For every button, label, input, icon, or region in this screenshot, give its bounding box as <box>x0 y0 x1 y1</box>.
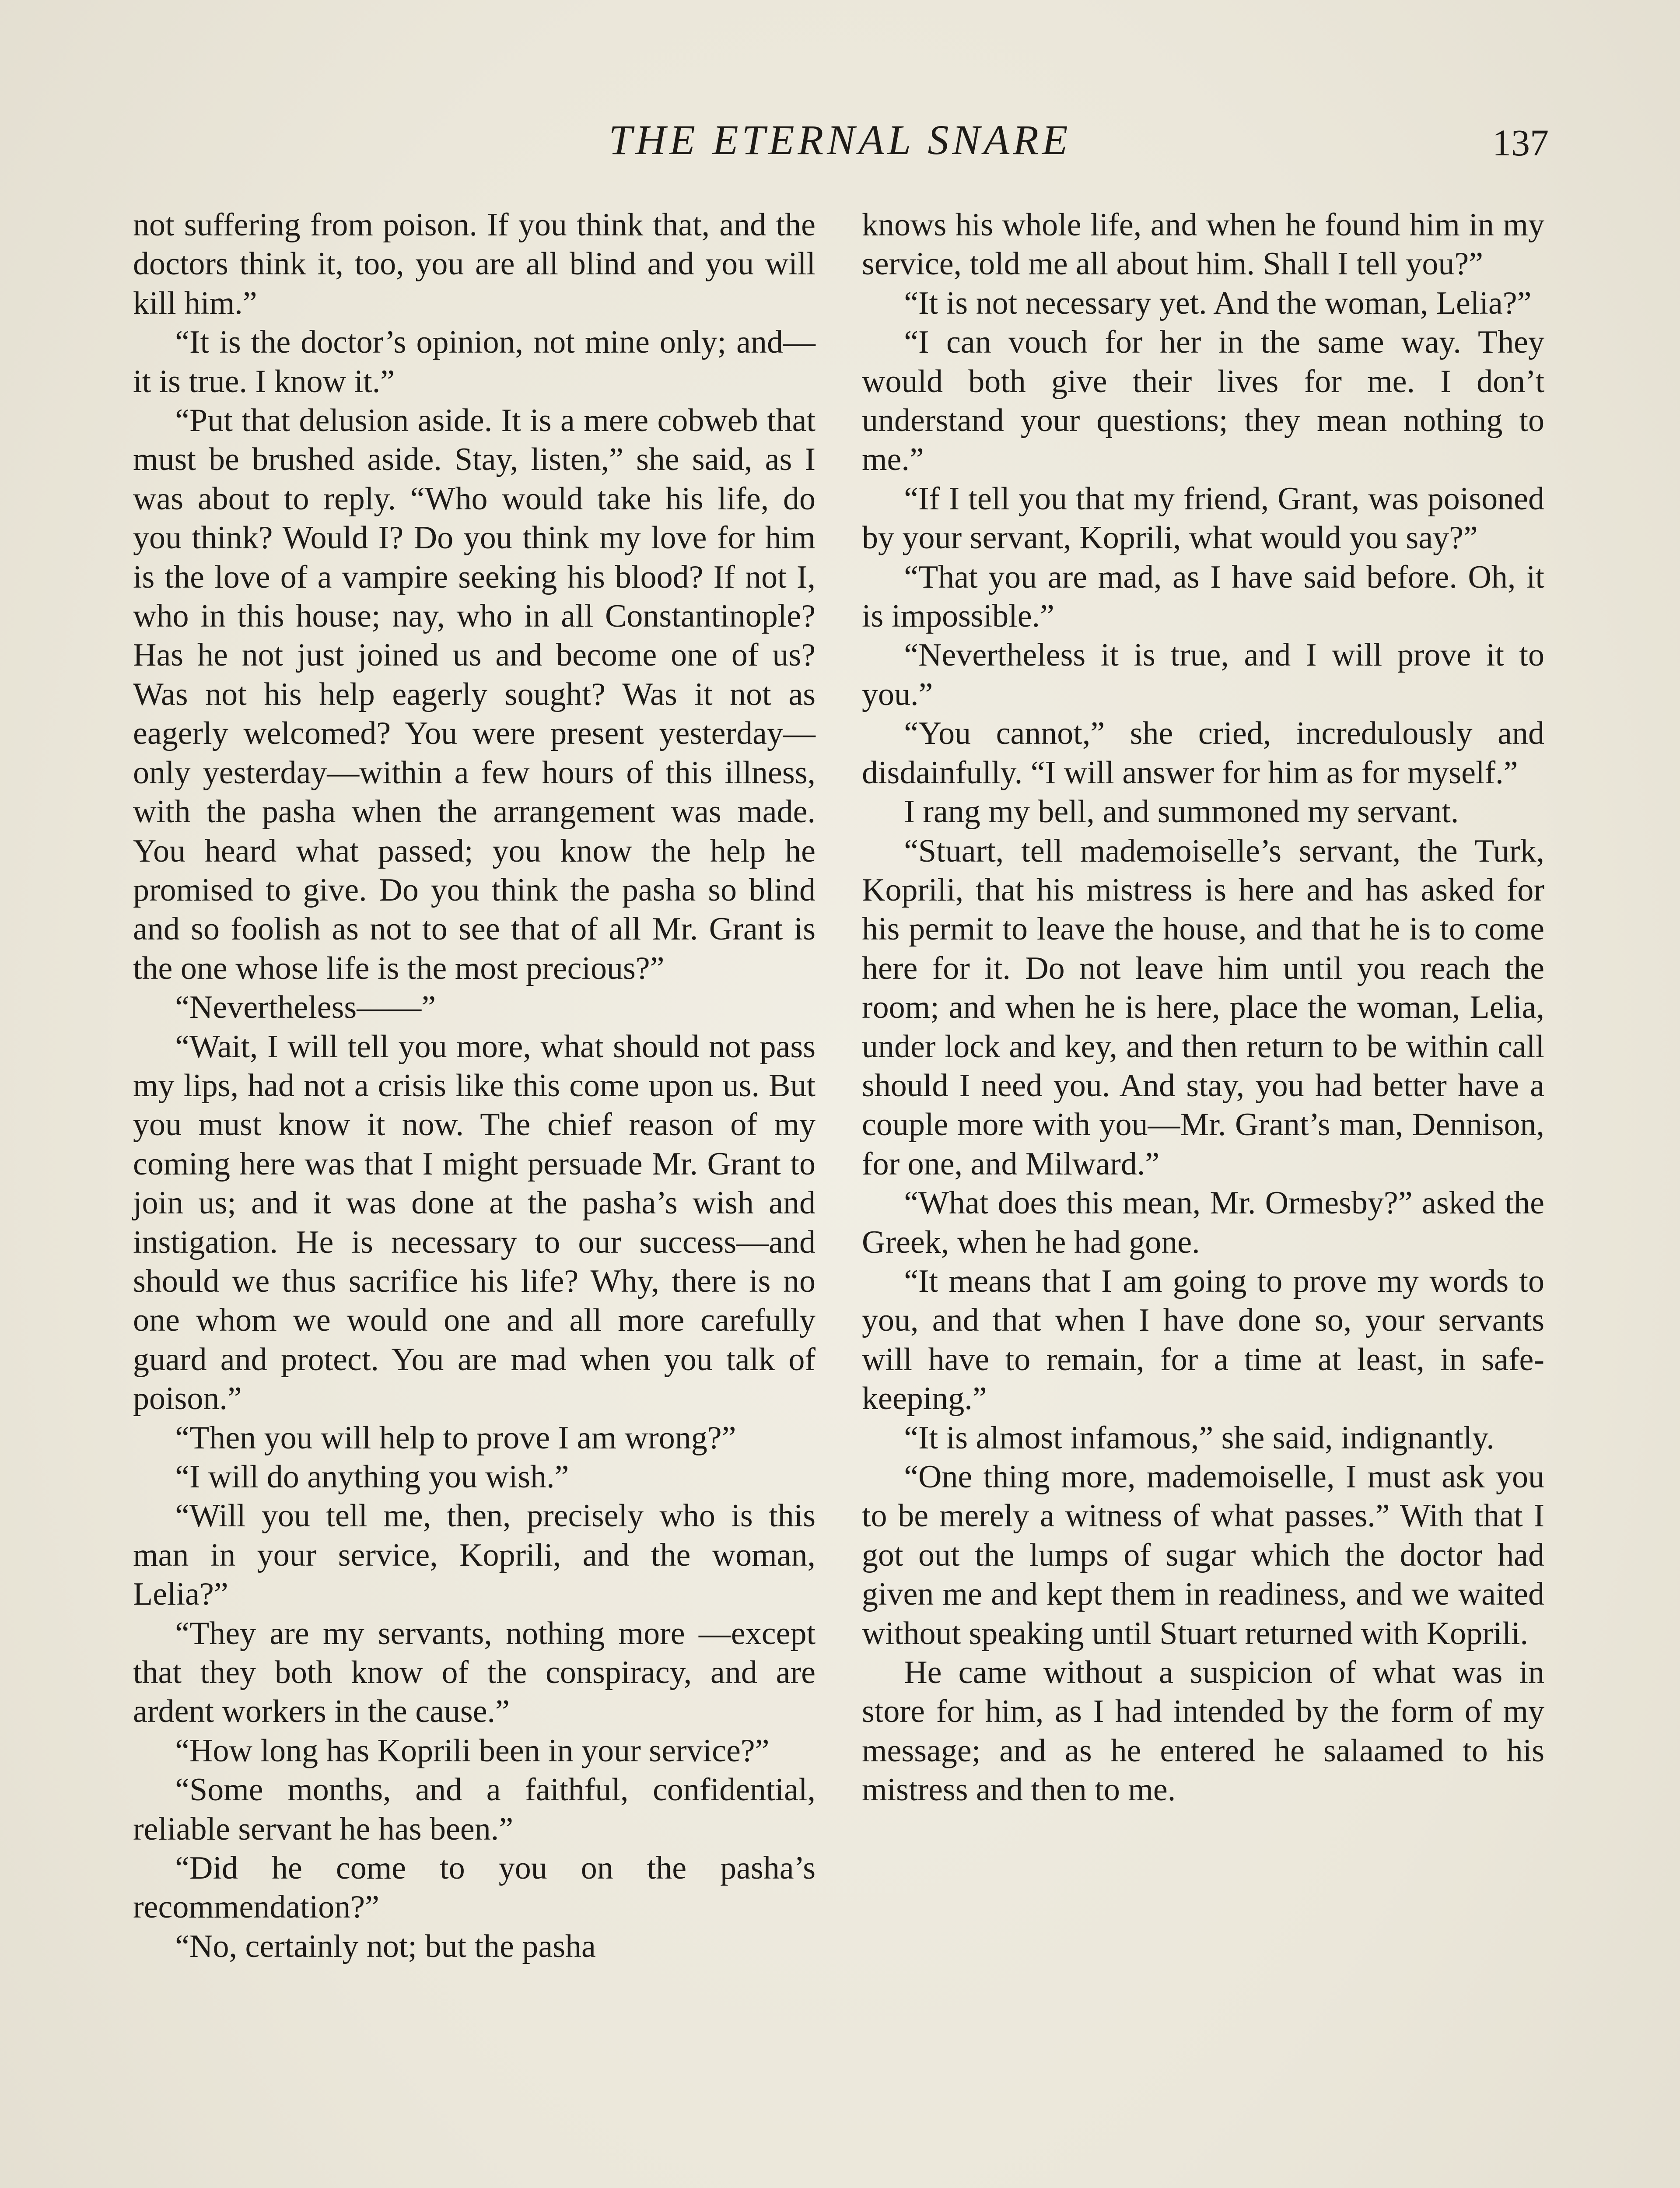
paragraph: “If I tell you that my friend, Grant, was poisoned by your servant, Koprili, what would you say?” <box>862 480 1544 556</box>
paragraph: knows his whole life, and when he found him in my service, told me all about him. Shall I tell you?” <box>862 207 1544 282</box>
running-head <box>131 112 1549 168</box>
paragraph: “Wait, I will tell you more, what should not pass my lips, had not a crisis like this come upon us. But you must know it now. The chief reason of my coming here was that I might persuade Mr. Grant to join us; and it was done at the pasha’s wish and instigation. He is necessary to our success—and should we thus sacrifice his life? Why, there is no one whom we would one and all more carefully guard and protect. You are mad when you talk of poison.” <box>133 1028 816 1417</box>
paragraph: “No, certainly not; but the pasha <box>175 1928 596 1964</box>
paragraph: “That you are mad, as I have said before. Oh, it is impossible.” <box>862 559 1544 635</box>
paragraph: “Nevertheless it is true, and I will prove it to you.” <box>862 637 1544 712</box>
running-title: THE ETERNAL SNARE <box>609 116 1071 163</box>
paragraph: “You cannot,” she cried, incredulously and disdainfully. “I will answer for him as for myself.” <box>862 715 1544 791</box>
paragraph: He came without a suspicion of what was in store for him, as I had intended by the form of my message; and as he entered he salaamed to his mistress and then to me. <box>862 1655 1544 1808</box>
paragraph: “It is almost infamous,” she said, indignantly. <box>904 1420 1494 1456</box>
page-number: 137 <box>1492 122 1549 164</box>
paragraph: “How long has Koprili been in your service?” <box>175 1732 770 1769</box>
right-column <box>862 206 1544 1810</box>
paragraph: “It is the doctor’s opinion, not mine only; and—it is true. I know it.” <box>133 324 816 400</box>
left-column <box>133 206 816 1966</box>
paragraph: “Put that delusion aside. It is a mere cobweb that must be brushed aside. Stay, listen,” she said, as I was about to reply. “Who would take his life, do you think? Would I? Do you think my love for him is the love of a vampire seeking his blood? If not I, who in this house; nay, who in all Constantinople? Has he not just joined us and become one of us? Was not his help eagerly sought? Was it not as eagerly welcomed? You were present yesterday—only yesterday—within a few hours of this illness, with the pasha when the arrangement was made. You heard what passed; you know the help he promised to give. Do you think the pasha so blind and so foolish as not to see that of all Mr. Grant is the one whose life is the most precious?” <box>133 403 816 986</box>
paragraph: “Then you will help to prove I am wrong?” <box>175 1420 736 1456</box>
paragraph: “Some months, and a faithful, confidential, reliable servant he has been.” <box>133 1772 816 1847</box>
paragraph: “What does this mean, Mr. Ormesby?” asked the Greek, when he had gone. <box>862 1185 1544 1260</box>
paragraph: “They are my servants, nothing more —except that they both know of the conspiracy, and are ardent workers in the cause.” <box>133 1615 816 1730</box>
paragraph: “Will you tell me, then, precisely who is this man in your service, Koprili, and the woman, Lelia?” <box>133 1498 816 1613</box>
paragraph: I rang my bell, and summoned my servant. <box>904 794 1459 830</box>
paragraph: “One thing more, mademoiselle, I must ask you to be merely a witness of what passes.” With that I got out the lumps of sugar which the doctor had given me and kept them in readiness, and we waited without speaking until Stuart returned with Koprili. <box>862 1459 1544 1652</box>
paragraph: “Stuart, tell mademoiselle’s servant, the Turk, Koprili, that his mistress is here and has asked for his permit to leave the house, and that he is to come here for it. Do not leave him until you reach the room; and when he is here, place the woman, Lelia, under lock and key, and then return to be within call should I need you. And stay, you had better have a couple more with you—Mr. Grant’s man, Dennison, for one, and Milward.” <box>862 833 1544 1182</box>
paragraph: “Did he come to you on the pasha’s recommendation?” <box>133 1850 816 1925</box>
paragraph: “It is not necessary yet. And the woman, Lelia?” <box>904 285 1532 321</box>
paragraph: not suffering from poison. If you think that, and the doctors think it, too, you are all blind and you will kill him.” <box>133 207 816 321</box>
paragraph: “I will do anything you wish.” <box>175 1459 569 1495</box>
paragraph: “Nevertheless——” <box>175 989 436 1026</box>
paragraph: “I can vouch for her in the same way. They would both give their lives for me. I don’t understand your questions; they mean nothing to me.” <box>862 324 1544 478</box>
paragraph: “It means that I am going to prove my words to you, and that when I have done so, your servants will have to remain, for a time at least, in safe-keeping.” <box>862 1263 1544 1417</box>
